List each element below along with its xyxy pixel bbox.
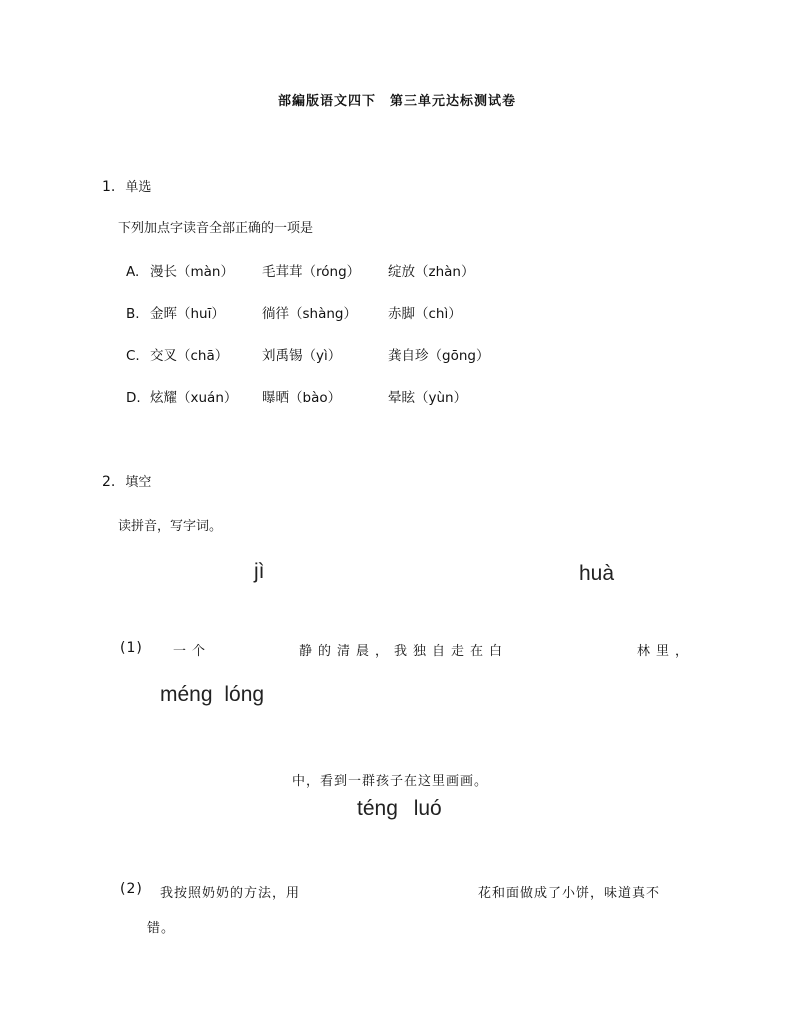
option-word: 曝晒（bào） bbox=[262, 390, 342, 406]
question-1-type: 单选 bbox=[125, 180, 152, 195]
option-a[interactable] bbox=[126, 260, 474, 280]
question-1-instruction: 下列加点字读音全部正确的一项是 bbox=[118, 221, 314, 236]
option-letter: C. bbox=[126, 348, 140, 364]
option-c[interactable] bbox=[126, 344, 489, 364]
pinyin-prompt: huà bbox=[579, 562, 615, 585]
part-2-text: 花和面做成了小饼，味道真不 bbox=[478, 886, 661, 901]
question-1-number: 1. bbox=[102, 179, 116, 195]
option-d[interactable] bbox=[126, 386, 467, 406]
part-2-text: 错。 bbox=[147, 921, 176, 936]
part-1-text: 静的清晨，我独自走在白 bbox=[299, 644, 509, 659]
option-letter: B. bbox=[126, 306, 140, 322]
part-1-label: (1) bbox=[120, 640, 143, 656]
option-letter: A. bbox=[126, 264, 140, 280]
option-letter: D. bbox=[126, 390, 141, 406]
option-word: 晕眩（yùn） bbox=[388, 390, 468, 406]
option-word: 漫长（màn） bbox=[150, 264, 234, 280]
pinyin-prompt: jì bbox=[254, 560, 265, 583]
answer-blank[interactable] bbox=[150, 770, 290, 786]
option-word: 龚自珍（gōng） bbox=[388, 348, 490, 364]
option-word: 绽放（zhàn） bbox=[388, 264, 475, 280]
answer-blank[interactable] bbox=[556, 640, 634, 656]
part-2-text: 我按照奶奶的方法，用 bbox=[160, 886, 301, 901]
question-2-header bbox=[102, 471, 151, 490]
option-word: 金晖（huī） bbox=[150, 306, 225, 322]
option-word: 交叉（chā） bbox=[150, 348, 229, 364]
question-2-number: 2. bbox=[102, 474, 116, 490]
option-b[interactable] bbox=[126, 302, 462, 322]
pinyin-prompt: méng lóng bbox=[160, 683, 265, 706]
part-1-continuation: 中，看到一群孩子在这里画画。 bbox=[292, 774, 489, 789]
option-word: 徜徉（shàng） bbox=[262, 306, 357, 322]
answer-blank[interactable] bbox=[230, 640, 296, 656]
question-2-instruction: 读拼音，写字词。 bbox=[118, 519, 223, 534]
part-1-text: 一个 bbox=[173, 644, 212, 659]
page-title: 部編版语文四下 第三单元达标测试卷 bbox=[277, 94, 516, 109]
part-2-label: (2) bbox=[120, 881, 143, 897]
option-word: 刘禹锡（yì） bbox=[262, 348, 342, 364]
question-1-header bbox=[102, 176, 151, 195]
answer-blank[interactable] bbox=[336, 882, 472, 898]
pinyin-prompt: téng luó bbox=[357, 797, 442, 820]
option-word: 毛茸茸（róng） bbox=[262, 264, 361, 280]
part-1-text: 林里， bbox=[637, 644, 695, 659]
option-word: 炫耀（xuán） bbox=[150, 390, 238, 406]
question-2-type: 填空 bbox=[125, 475, 152, 490]
option-word: 赤脚（chì） bbox=[388, 306, 462, 322]
